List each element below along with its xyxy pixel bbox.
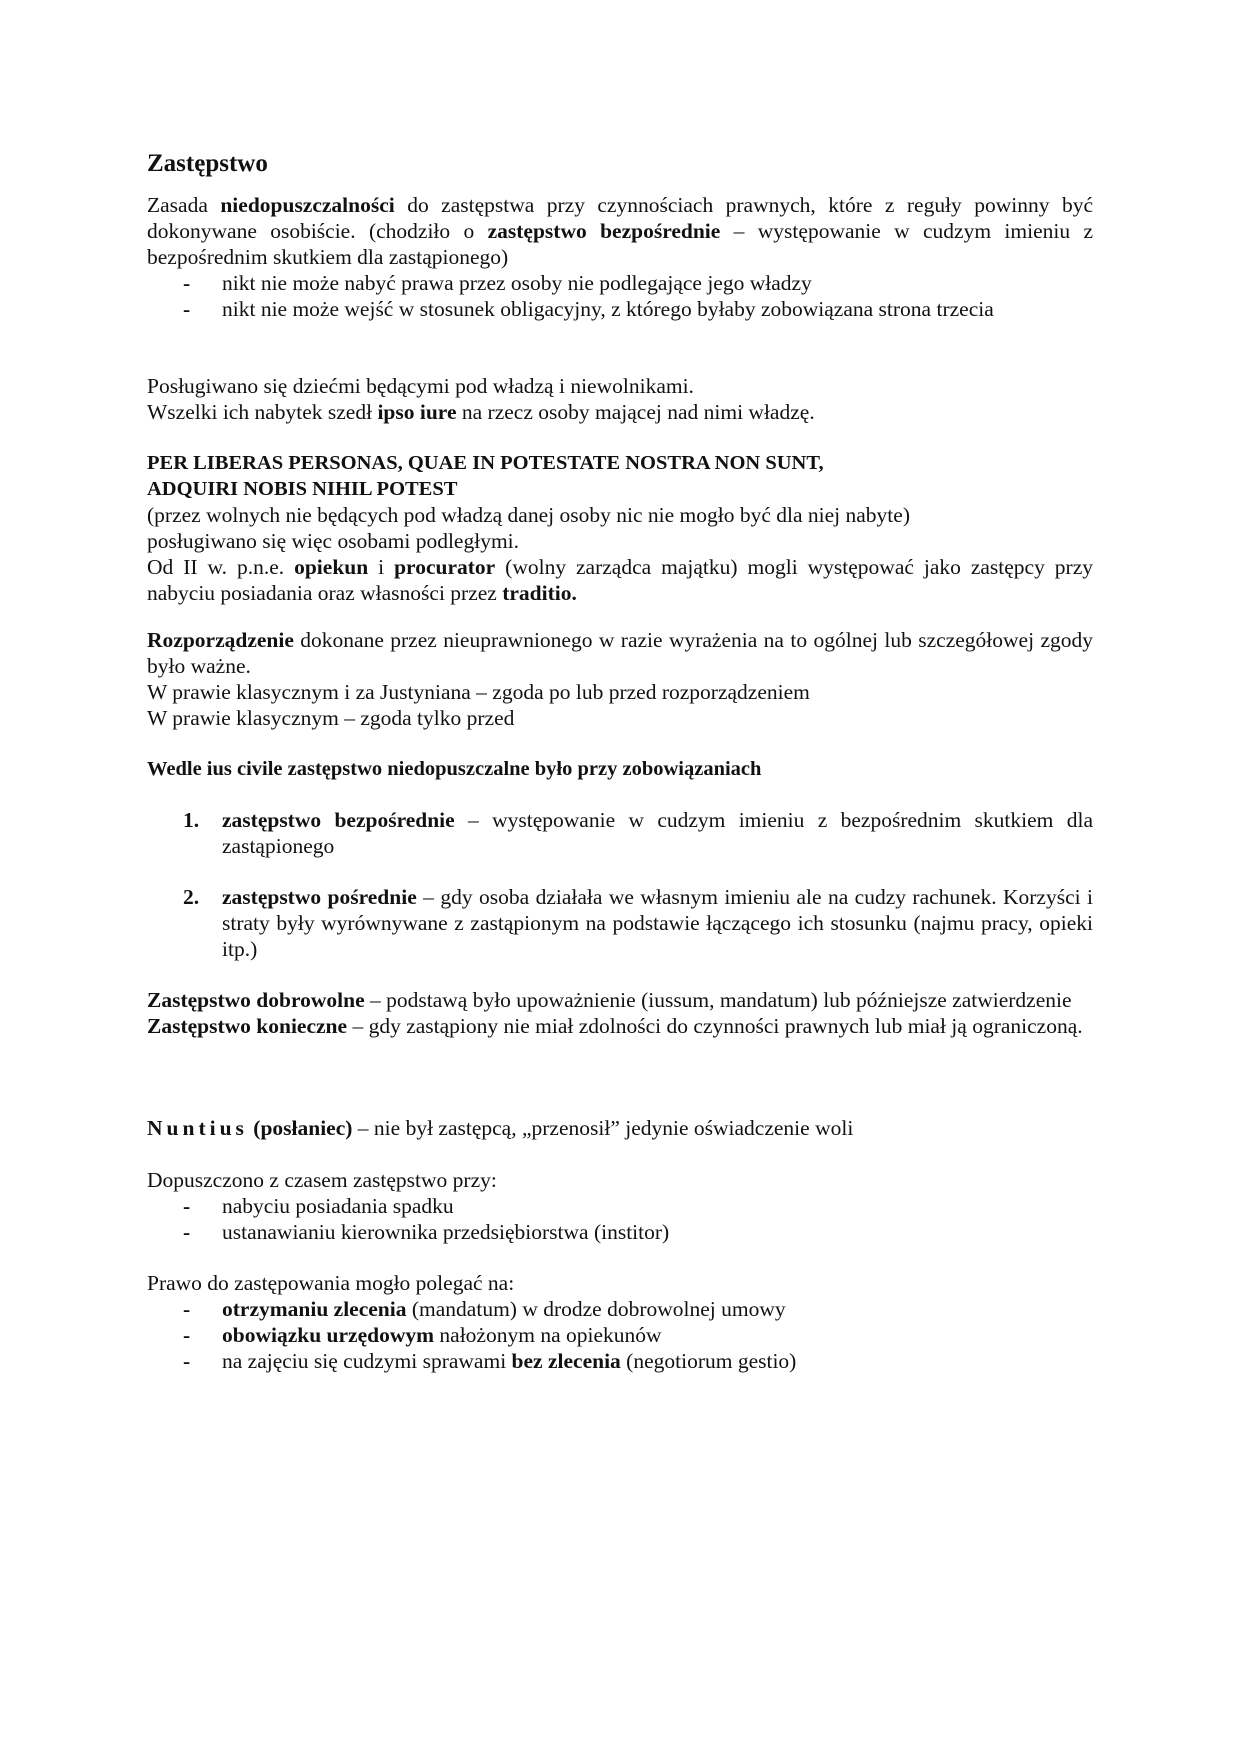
text: na zajęciu się cudzymi sprawami [222, 1349, 512, 1373]
bold-term: zastępstwo bezpośrednie [222, 808, 455, 832]
text: do zastępstwa przy czynnościach prawnych, które z reguły powinny być dokonywane osobiście. (chodziło o [147, 193, 1093, 243]
children-paragraph [147, 373, 1093, 425]
procurator-paragraph [147, 554, 1093, 606]
text: – występowanie w cudzym imieniu z bezpośrednim skutkiem dla zastąpionego) [147, 219, 1093, 269]
text-line: Dopuszczono z czasem zastępstwo przy: [147, 1168, 497, 1192]
page-title: Zastępstwo [147, 150, 268, 177]
text: – gdy osoba działała we własnym imieniu ale na cudzy rachunek. Korzyści i straty były wyrównywane z zastąpionym na podstawie łączącego ich stosunku (najmu pracy, opieki itp.) [222, 885, 1094, 961]
bold-term: Rozporządzenie [147, 628, 294, 652]
text: – występowanie w cudzym imieniu z bezpośrednim skutkiem dla zastąpionego [222, 808, 1093, 858]
section-heading: Wedle ius civile zastępstwo niedopuszczalne było przy zobowiązaniach [147, 758, 762, 780]
types-block [147, 987, 1093, 1039]
numbered-list-1 [147, 807, 1093, 859]
right-block [147, 1270, 1093, 1374]
text-line [147, 1115, 1093, 1141]
bold-term: procurator [394, 555, 496, 579]
bold-term: Zastępstwo dobrowolne [147, 988, 365, 1012]
bold-term: (posłaniec) [247, 1116, 353, 1140]
list-item [147, 1219, 1093, 1245]
text: Od II w. p.n.e. [147, 555, 295, 579]
list-item [147, 884, 1093, 962]
bold-term: niedopuszczalności [220, 193, 395, 217]
numbered-list-2 [147, 884, 1093, 962]
text-line: posługiwano się więc osobami podległymi. [147, 529, 520, 553]
list-item [147, 807, 1093, 859]
bold-term: zastępstwo bezpośrednie [487, 219, 721, 243]
text: (mandatum) w drodze dobrowolnej umowy [406, 1297, 786, 1321]
text-line [147, 399, 1093, 425]
text: (wolny zarządca majątku) mogli występować jako zastępcy przy nabyciu posiadania oraz własności przez [147, 555, 1093, 605]
dash-bullet-icon: - [183, 1220, 191, 1244]
list-item [147, 1322, 1093, 1348]
voluntary-paragraph [147, 987, 1093, 1013]
text: – podstawą było upoważnienie (iussum, mandatum) lub późniejsze zatwierdzenie [364, 988, 1072, 1012]
text: nałożonym na opiekunów [434, 1323, 662, 1347]
nuntius-paragraph [147, 1115, 1093, 1141]
text: Zasada [147, 193, 221, 217]
list-item [147, 270, 1093, 296]
bold-term: bez zlecenia [511, 1349, 621, 1373]
text: – nie był zastępcą, „przenosił” jedynie oświadczenie woli [352, 1116, 854, 1140]
text-line: W prawie klasycznym i za Justyniana – zgoda po lub przed rozporządzeniem [147, 680, 810, 704]
list-number: 2. [183, 885, 200, 909]
text: dokonane przez nieuprawnionego w razie wyrażenia na to ogólnej lub szczegółowej zgody było ważne. [147, 628, 1093, 678]
dash-bullet-icon: - [183, 1323, 191, 1347]
disposal-paragraph [147, 627, 1093, 679]
bold-term: opiekun [294, 555, 369, 579]
list-item [147, 1193, 1093, 1219]
maxim-line: PER LIBERAS PERSONAS, QUAE IN POTESTATE NOSTRA NON SUNT, [147, 452, 824, 474]
intro-paragraph [147, 192, 1093, 270]
bold-term: traditio. [502, 581, 577, 605]
list-item [147, 1296, 1093, 1322]
bold-term: Nuntius [147, 1116, 248, 1140]
bold-term: otrzymaniu zlecenia [222, 1297, 407, 1321]
list-item [147, 296, 1093, 322]
text-line: Prawo do zastępowania mogło polegać na: [147, 1271, 515, 1295]
maxim-line: ADQUIRI NOBIS NIHIL POTEST [147, 478, 458, 500]
dash-bullet-icon: - [183, 1297, 191, 1321]
intro-bullets [147, 270, 1093, 322]
list-number: 1. [183, 808, 200, 832]
text: Wszelki ich nabytek szedł [147, 400, 378, 424]
disposal-block [147, 627, 1093, 731]
dash-bullet-icon: - [183, 271, 191, 295]
list-item-text: nikt nie może nabyć prawa przez osoby nie podlegające jego władzy [222, 271, 812, 295]
list-item-text: nikt nie może wejść w stosunek obligacyjny, z którego byłaby zobowiązana strona trzecia [222, 297, 994, 321]
text-line: W prawie klasycznym – zgoda tylko przed [147, 706, 515, 730]
dash-bullet-icon: - [183, 297, 191, 321]
text: (negotiorum gestio) [620, 1349, 797, 1373]
bold-term: Zastępstwo konieczne [147, 1014, 348, 1038]
list-item-text: nabyciu posiadania spadku [222, 1194, 454, 1218]
maxim-block [147, 450, 1093, 606]
allowed-block [147, 1167, 1093, 1245]
text-line: (przez wolnych nie będących pod władzą danej osoby nic nie mogło być dla niej nabyte) [147, 503, 910, 527]
bold-term: obowiązku urzędowym [222, 1323, 435, 1347]
list-item-text: ustanawianiu kierownika przedsiębiorstwa (institor) [222, 1220, 670, 1244]
dash-bullet-icon: - [183, 1194, 191, 1218]
text: i [368, 555, 395, 579]
list-item [147, 1348, 1093, 1374]
dash-bullet-icon: - [183, 1349, 191, 1373]
text: – gdy zastąpiony nie miał zdolności do czynności prawnych lub miał ją ograniczoną. [347, 1014, 1083, 1038]
bold-term: ipso iure [377, 400, 457, 424]
ius-civile-heading [147, 756, 1093, 782]
text-line: Posługiwano się dziećmi będącymi pod władzą i niewolnikami. [147, 374, 694, 398]
text: na rzecz osoby mającej nad nimi władzę. [456, 400, 815, 424]
necessary-paragraph [147, 1013, 1093, 1039]
bold-term: zastępstwo pośrednie [222, 885, 417, 909]
